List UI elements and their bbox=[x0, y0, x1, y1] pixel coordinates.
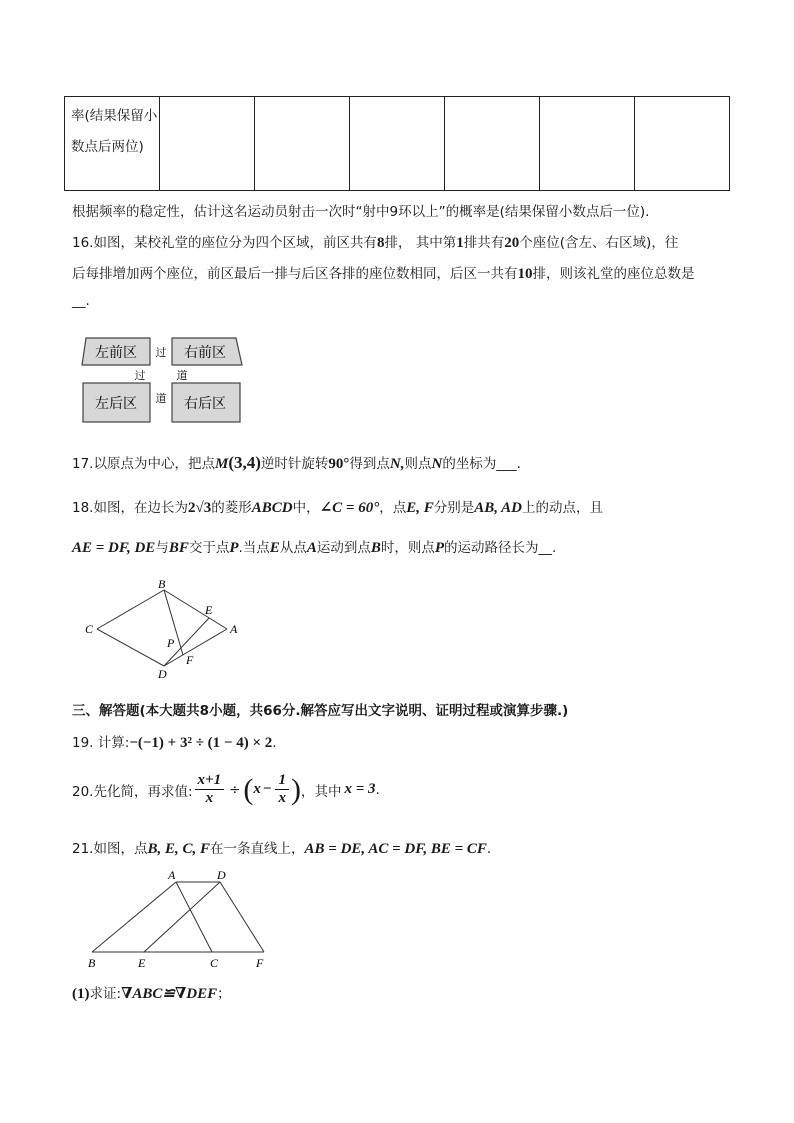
table-row-label-cell bbox=[65, 97, 160, 191]
q16-line3: __. bbox=[72, 293, 90, 309]
q21-line: 21.如图，点B, E, C, F在一条直线上，AB = DE, AC = DF, BE = CF. bbox=[72, 841, 492, 857]
label-C: C bbox=[210, 956, 219, 970]
table-cell bbox=[635, 97, 730, 191]
segment-df bbox=[220, 882, 264, 952]
label-A: A bbox=[230, 622, 238, 636]
q16-line2: 后每排增加两个座位，前区最后一排与后区各排的座位数相同，后区一共有10排，则该礼堂的座位总数是 bbox=[72, 266, 695, 282]
table-cell bbox=[255, 97, 350, 191]
label-B: B bbox=[158, 577, 166, 591]
q18-line1: 18.如图，在边长为2√3的菱形ABCD中，∠C = 60°，点E, F分别是AB, AD上的动点，且 bbox=[72, 500, 604, 516]
back-left-label: 左后区 bbox=[95, 396, 137, 412]
q21-sub1: (1)求证:∇ABC≌∇DEF； bbox=[72, 986, 231, 1002]
aisle-label: 过 bbox=[155, 346, 167, 359]
table-row bbox=[65, 97, 730, 191]
aisle-label: 道 bbox=[155, 392, 167, 405]
table-cell bbox=[350, 97, 445, 191]
frequency-table bbox=[64, 96, 730, 191]
back-right-label: 右后区 bbox=[184, 396, 226, 412]
table-cell bbox=[160, 97, 255, 191]
triangles-figure bbox=[84, 866, 274, 972]
fraction: $\frac{1}{x}$ bbox=[275, 772, 289, 807]
label-E: E bbox=[138, 956, 146, 970]
label-A: A bbox=[168, 868, 176, 882]
fraction: $\frac{x+1}{x}$ bbox=[195, 772, 225, 807]
label-D: D bbox=[158, 667, 167, 680]
label-E: E bbox=[205, 603, 213, 617]
front-right-label: 右前区 bbox=[184, 345, 226, 361]
label-D: D bbox=[217, 868, 226, 882]
label-F: F bbox=[186, 653, 194, 667]
auditorium-figure bbox=[78, 332, 248, 424]
q15-tail-text: 根据频率的稳定性，估计这名运动员射击一次时“射中9环以上”的概率是(结果保留小数点后一位). bbox=[72, 204, 650, 220]
rhombus-figure bbox=[82, 576, 252, 680]
segment-ab bbox=[92, 882, 176, 952]
q20-line: 20.先化简，再求值: $\frac{x+1}{x}$ ÷ ( x − $\frac{1}{x}$ ) ，其中 x = 3 . bbox=[72, 772, 380, 806]
table-cell bbox=[445, 97, 540, 191]
front-left-label: 左前区 bbox=[95, 345, 137, 361]
q17-line: 17.以原点为中心，把点M(3,4)逆时针旋转90°得到点N,则点N的坐标为___. bbox=[72, 453, 521, 472]
rhombus-side-dc bbox=[97, 629, 164, 666]
label-C: C bbox=[85, 622, 94, 636]
aisle-label: 道 bbox=[176, 369, 188, 382]
aisle-label: 过 bbox=[134, 369, 146, 382]
rhombus-side-cb bbox=[97, 590, 164, 629]
table-row-label: 率(结果保留小数点后两位) bbox=[71, 108, 158, 155]
q19-line: 19. 计算:−(−1) + 3² ÷ (1 − 4) × 2. bbox=[72, 735, 277, 751]
q16-line1: 16.如图，某校礼堂的座位分为四个区域，前区共有8排， 其中第1排共有20个座位(含左、右区域)，往 bbox=[72, 235, 679, 251]
table-cell bbox=[540, 97, 635, 191]
label-F: F bbox=[256, 956, 264, 970]
label-B: B bbox=[88, 956, 96, 970]
segment-de bbox=[144, 882, 220, 952]
section-heading: 三、解答题(本大题共8小题，共66分.解答应写出文字说明、证明过程或演算步骤.) bbox=[72, 703, 569, 719]
label-P: P bbox=[167, 636, 175, 650]
q18-line2: AE = DF, DE与BF交于点P.当点E从点A运动到点B时，则点P的运动路径长为__. bbox=[72, 540, 557, 556]
